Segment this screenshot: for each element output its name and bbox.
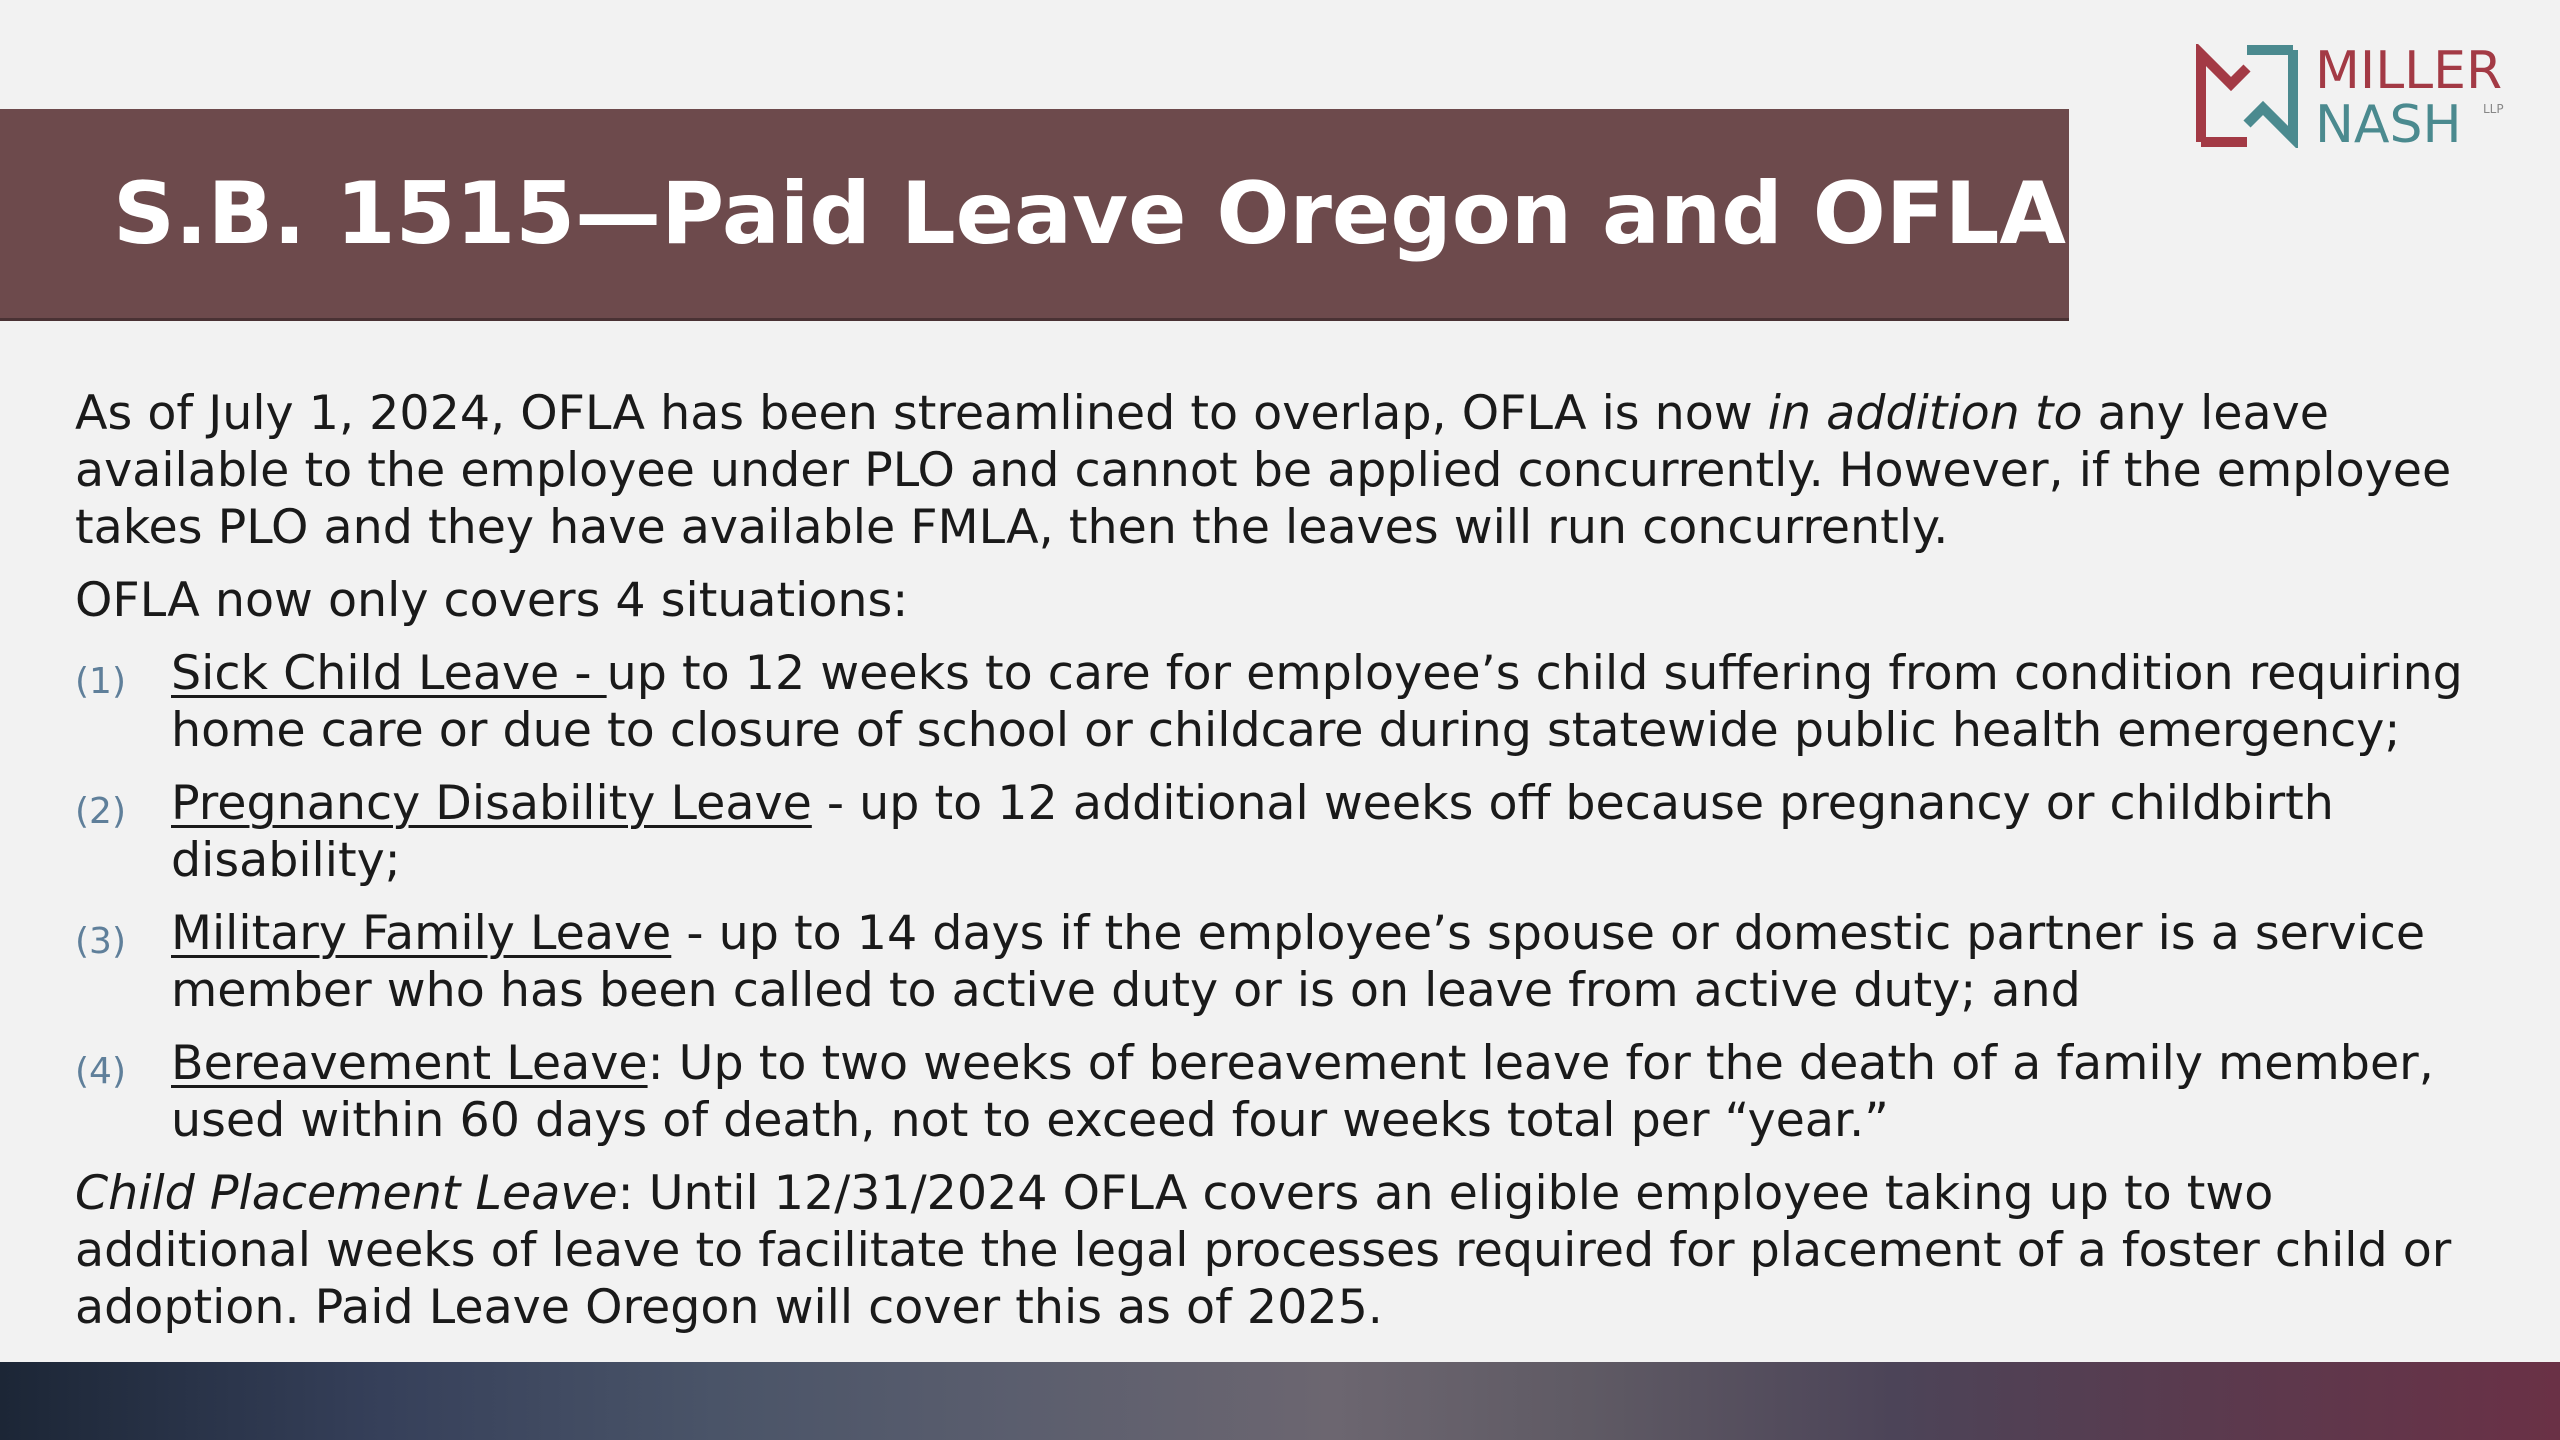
logo-llp: LLP — [2483, 102, 2504, 116]
item-text: - up to 12 additional weeks off because pregnancy or childbirth disability; — [171, 776, 2334, 888]
closing-text: : Until 12/31/2024 OFLA covers an eligible employee taking up to two additional weeks of leave to facilitate the legal processes required for placement of a foster child or adoption. Paid Leave Oregon will cover this as of 2025. — [75, 1166, 2452, 1335]
list-number: (3) — [75, 921, 126, 962]
closing-paragraph — [75, 1165, 2475, 1336]
list-item — [75, 775, 2475, 889]
list-number: (2) — [75, 791, 126, 832]
intro-paragraph — [75, 385, 2475, 556]
item-text: : Up to two weeks of bereavement leave for the death of a family member, used within 60 days of death, not to exceed four weeks total per “year.” — [171, 1036, 2434, 1148]
logo-line-1: MILLER — [2315, 41, 2503, 101]
intro-emphasis: in addition to — [1767, 386, 2083, 441]
list-item — [75, 1035, 2475, 1149]
list-number: (4) — [75, 1051, 126, 1092]
logo-line-2: NASH — [2315, 95, 2462, 155]
item-label-bereavement-leave: Bereavement Leave — [171, 1036, 648, 1091]
item-label-sick-child-leave: Sick Child Leave - — [171, 646, 607, 701]
slide-body — [75, 385, 2475, 1352]
item-text: up to 12 weeks to care for employee’s child suffering from condition requiring home care or due to closure of school or childcare during statewide public health emergency; — [171, 646, 2463, 758]
closing-label: Child Placement Leave — [75, 1166, 618, 1221]
item-text: - up to 14 days if the employee’s spouse or domestic partner is a service member who has been called to active duty or is on leave from active duty; and — [171, 906, 2426, 1018]
miller-nash-logo — [2195, 41, 2515, 155]
situations-intro: OFLA now only covers 4 situations: — [75, 573, 909, 628]
item-label-pregnancy-disability-leave: Pregnancy Disability Leave — [171, 776, 812, 831]
footer-decorative-band — [0, 1362, 2560, 1440]
list-number: (1) — [75, 661, 126, 702]
list-item — [75, 905, 2475, 1019]
intro-text-before: As of July 1, 2024, OFLA has been streamlined to overlap, OFLA is now — [75, 386, 1768, 441]
miller-nash-mn-mark-icon — [2195, 44, 2299, 148]
logo-wordmark — [2315, 41, 2503, 155]
list-item — [75, 645, 2475, 759]
slide-title: S.B. 1515—Paid Leave Oregon and OFLA — [113, 163, 2066, 264]
title-bar — [0, 109, 2069, 321]
situations-list — [75, 645, 2475, 1149]
intro-text-after: any leave available to the employee under PLO and cannot be applied concurrently. However, if the employee takes PLO and they have available FMLA, then the leaves will run concurrently. — [75, 386, 2452, 555]
item-label-military-family-leave: Military Family Leave — [171, 906, 672, 961]
